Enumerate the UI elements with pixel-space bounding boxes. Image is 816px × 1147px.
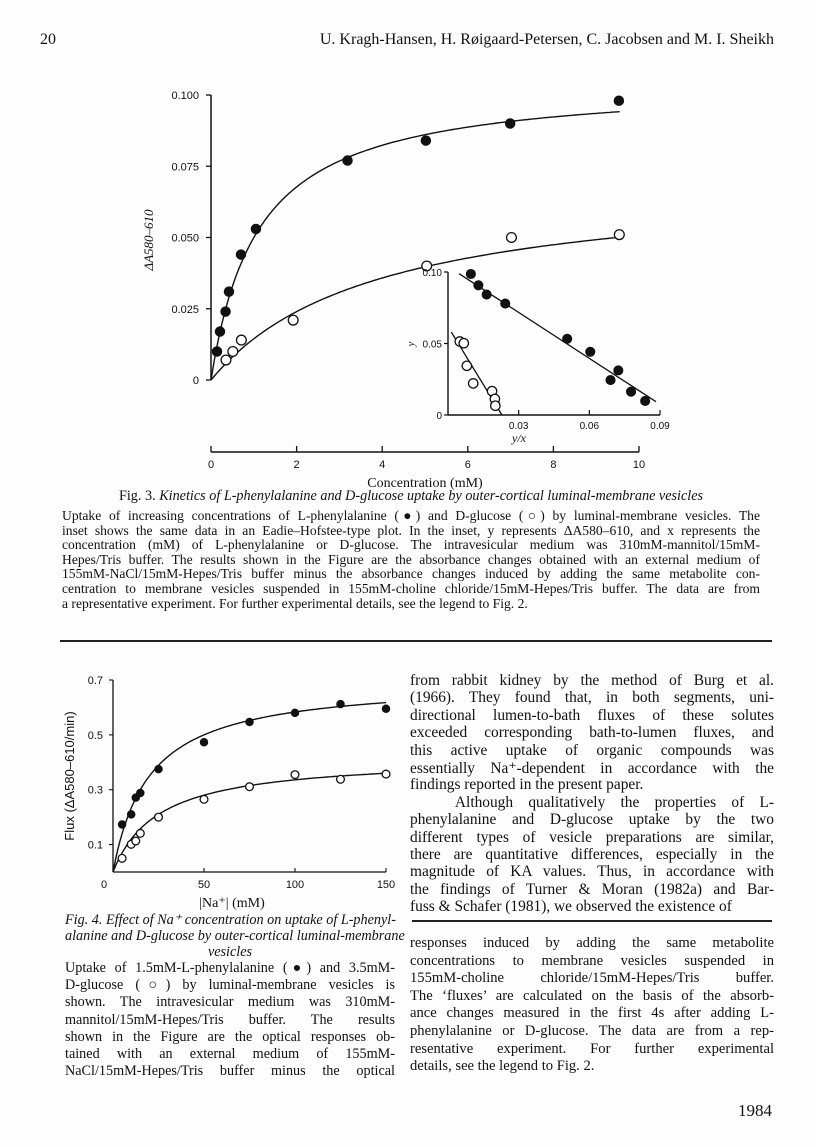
fig3-y-tick-label: 0.075 [171,161,199,174]
body-text-line: exceeded corresponding bath-to-lumen fluxes, and [410,724,774,742]
fig4-x-tick-label: 100 [285,879,305,891]
fig4-x-tick-label: 0 [100,879,108,891]
fig3-fit-curve-glucose [211,237,618,380]
body-text-line: fuss & Schafer (1981), we observed the existence of [410,898,732,916]
fig3-glucose-point [221,355,231,365]
fig3-y-tick-label: 0.025 [171,303,199,316]
fig3-caption-line: Uptake of increasing concentrations of L-phenylalanine (●) and D-glucose (○) by luminal-membrane vesicles. The [62,508,760,523]
body-text-line: magnitude of KA values. Thus, in accordance with [410,863,774,881]
fig3-caption-line: centration to membrane vesicles suspended in 155mM-choline chloride/15mM-Hepes/Tris buffer. The data are from [62,581,760,596]
fig4-phenylalanine-point [382,705,389,712]
fig4-phenylalanine-point [337,701,344,708]
inset-phenylalanine-point [606,376,615,385]
inset-y-tick-label: 0.05 [422,339,442,351]
inset-glucose-point [462,361,471,370]
fig3-title-text: Kinetics of L-phenylalanine and D-glucose uptake by outer-cortical luminal-membrane vesicles [159,488,704,504]
fig4-glucose-point [118,854,126,862]
body-text-line: there are quantitative differences, especially in the [410,846,774,863]
fig3-glucose-point [236,335,246,345]
fig3-phenylalanine-point [221,307,230,316]
body-text-line: (1966). They found that, in both segments, uni- [410,689,774,707]
fig3-phenylalanine-point [251,224,260,233]
fig3-x-axis-label: Concentration (mM) [367,476,483,491]
running-header-authors: U. Kragh-Hansen, H. Røigaard-Petersen, C. Jacobsen and M. I. Sheikh [319,31,774,48]
fig4-caption-line: NaCl/15mM-Hepes/Tris buffer minus the optical [65,1063,395,1080]
fig3-title-label: Fig. 3. [118,488,156,504]
fig4-x-axis-label: |Na⁺| (mM) [199,896,265,911]
fig4-glucose-point [382,770,390,778]
fig3-x-tick-label: 6 [464,459,471,471]
inset-phenylalanine-point [641,397,650,406]
fig4-glucose-point [291,771,299,779]
fig3-caption-line: a representative experiment. For further experimental details, see the legend to Fig. 2. [62,595,528,611]
inset-y-tick-label: 0.10 [422,268,442,279]
body-text-line: the findings of Turner & Moran (1982a) and Bar- [410,880,774,898]
fig3-y-tick-label: 0.100 [171,90,199,102]
fig4-phenylalanine-point [119,821,126,828]
fig4-caption-line: tained with an external medium of 155mM- [65,1046,395,1062]
fig4-caption-continued-line: concentrations to membrane vesicles suspended in [410,952,774,969]
fig4-phenylalanine-point [155,766,162,773]
fig3-phenylalanine-point [236,250,245,259]
inset-phenylalanine-point [614,366,623,375]
fig4-y-tick-label: 0.1 [87,839,103,852]
body-text-line: phenylalanine and D-glucose uptake by the two [410,811,774,829]
body-text-line: directional lumen-to-bath fluxes of these solutes [410,706,774,724]
inset-y-axis-label: y [405,341,417,347]
inset-phenylalanine-point [474,281,483,290]
fig4-title-line: alanine and D-glucose by outer-cortical luminal-membrane [65,928,405,945]
fig4-glucose-point [246,783,254,791]
fig3-x-tick-label: 10 [632,459,646,471]
inset-glucose-point [469,379,478,388]
fig3-caption-line: inset shows the same data in an Eadie–Hofstee-type plot. In the inset, y represents ΔA580–610, and x represents the [62,522,760,538]
fig4-caption-continued-line: responses induced by adding the same metabolite [410,935,774,951]
inset-x-axis-label: y/x [512,431,526,445]
body-text-line: different types of vesicle preparations are similar, [410,828,774,846]
section-divider [60,640,772,642]
fig4-x-tick-label: 150 [376,879,396,891]
fig3-glucose-point [288,315,298,325]
fig3-x-tick-label: 8 [550,459,557,471]
fig3-caption-line: 155mM-NaCl/15mM-Hepes/Tris buffer minus the absorbance changes induced by adding the same metabolite con- [62,566,760,582]
body-text-line: this active uptake of organic compounds was [410,741,774,759]
fig4-x-tick-label: 50 [197,879,211,891]
inset-phenylalanine-point [466,270,475,279]
fig3-phenylalanine-point [212,347,221,356]
fig3-phenylalanine-point [343,156,352,165]
fig3-caption-line: concentration (mM) of L-phenylalanine or D-glucose. The intravesicular medium was 310mM-mannitol/15mM- [62,537,760,553]
fig3-y-tick-label: 0.050 [171,232,199,245]
fig4-glucose-point [132,837,140,845]
fig3-x-tick-label: 2 [293,459,300,471]
fig4-glucose-point [337,775,345,783]
fig3-x-tick-label: 4 [379,459,386,471]
column-divider [412,920,772,922]
fig4-caption-line: shown in the Figure are the optical responses ob- [65,1028,395,1045]
fig3-fit-curve-phenylalanine [211,112,620,380]
fig4-title-line: Fig. 4. Effect of Na⁺ concentration on uptake of L-phenyl- [65,912,396,928]
fig3-y-tick-label: 0 [192,375,199,387]
fig3-glucose-point [614,230,624,240]
fig3-phenylalanine-point [506,119,515,128]
fig4-caption-line: mannitol/15mM-Hepes/Tris buffer. The results [65,1011,395,1028]
fig4-glucose-point [155,813,163,821]
fig4-y-tick-label: 0.5 [87,729,103,742]
fig4-phenylalanine-point [291,709,298,716]
fig4-phenylalanine-point [128,811,135,818]
fig4-phenylalanine-point [246,718,253,725]
inset-y-tick-label: 0 [436,411,442,422]
inset-glucose-point [491,401,500,410]
fig4-glucose-point [200,795,208,803]
body-text-line: essentially Na⁺-dependent in accordance with the [410,760,774,777]
fig3-caption-line: Hepes/Tris buffer. The results shown in the Figure are the absorbance changes obtained with an external medium of [62,551,760,567]
fig4-y-axis-label: Flux (ΔA580–610/min) [62,711,77,841]
footer-year: 1984 [738,1101,772,1120]
fig3-x-tick-label: 0 [207,459,215,471]
inset-x-tick-label: 0.09 [650,421,670,432]
inset-x-tick-label: 0.06 [579,421,600,432]
fig4-caption-continued-line: The ‘fluxes’ are calculated on the basis of the absorb- [410,987,774,1004]
fig4-caption-continued-line: details, see the legend to Fig. 2. [410,1058,595,1075]
fig3-glucose-point [228,347,238,357]
fig3-phenylalanine-point [224,287,233,296]
fig3-glucose-point [507,233,517,243]
fig4-caption-line: D-glucose (○) by luminal-membrane vesicles is [65,977,395,994]
fig4-title-line: vesicles [207,944,253,961]
fig4-caption-line: shown. The intravesicular medium was 310mM- [65,994,395,1011]
inset-phenylalanine-point [501,299,510,308]
fig3-title [62,488,760,505]
fig4-caption-line: Uptake of 1.5mM-L-phenylalanine (●) and 3.5mM- [65,960,395,976]
fig4-caption-continued-line: resentative experiment. For further experimental [410,1040,774,1057]
fig3-y-axis-label: ΔA580–610 [141,209,156,271]
inset-phenylalanine-point [482,290,491,299]
fig4-caption-continued-line: phenylalanine or D-glucose. The data are from a rep- [410,1023,774,1039]
inset-phenylalanine-point [627,387,636,396]
fig3-phenylalanine-point [215,327,224,336]
fig3-phenylalanine-point [421,136,430,145]
fig4-glucose-point [136,829,144,837]
fig4-y-tick-label: 0.3 [87,784,103,797]
fig4-phenylalanine-point [137,789,144,796]
body-text-line: findings reported in the present paper. [410,776,644,794]
fig4-y-tick-label: 0.7 [87,675,103,687]
inset-phenylalanine-point [586,347,595,356]
fig3-phenylalanine-point [614,96,623,105]
body-text-line: from rabbit kidney by the method of Burg et al. [410,672,774,689]
inset-x-tick-label: 0.03 [508,421,529,432]
inset-phenylalanine-point [563,334,572,343]
body-text-line: Although qualitatively the properties of L- [410,793,774,811]
fig4-phenylalanine-point [200,739,207,746]
fig4-caption-continued-line: ance changes measured in the first 4s after adding L- [410,1005,774,1022]
inset-glucose-point [459,339,468,348]
fig4-caption-continued-line: 155mM-choline chloride/15mM-Hepes/Tris buffer. [410,970,774,987]
page-number: 20 [40,31,56,48]
